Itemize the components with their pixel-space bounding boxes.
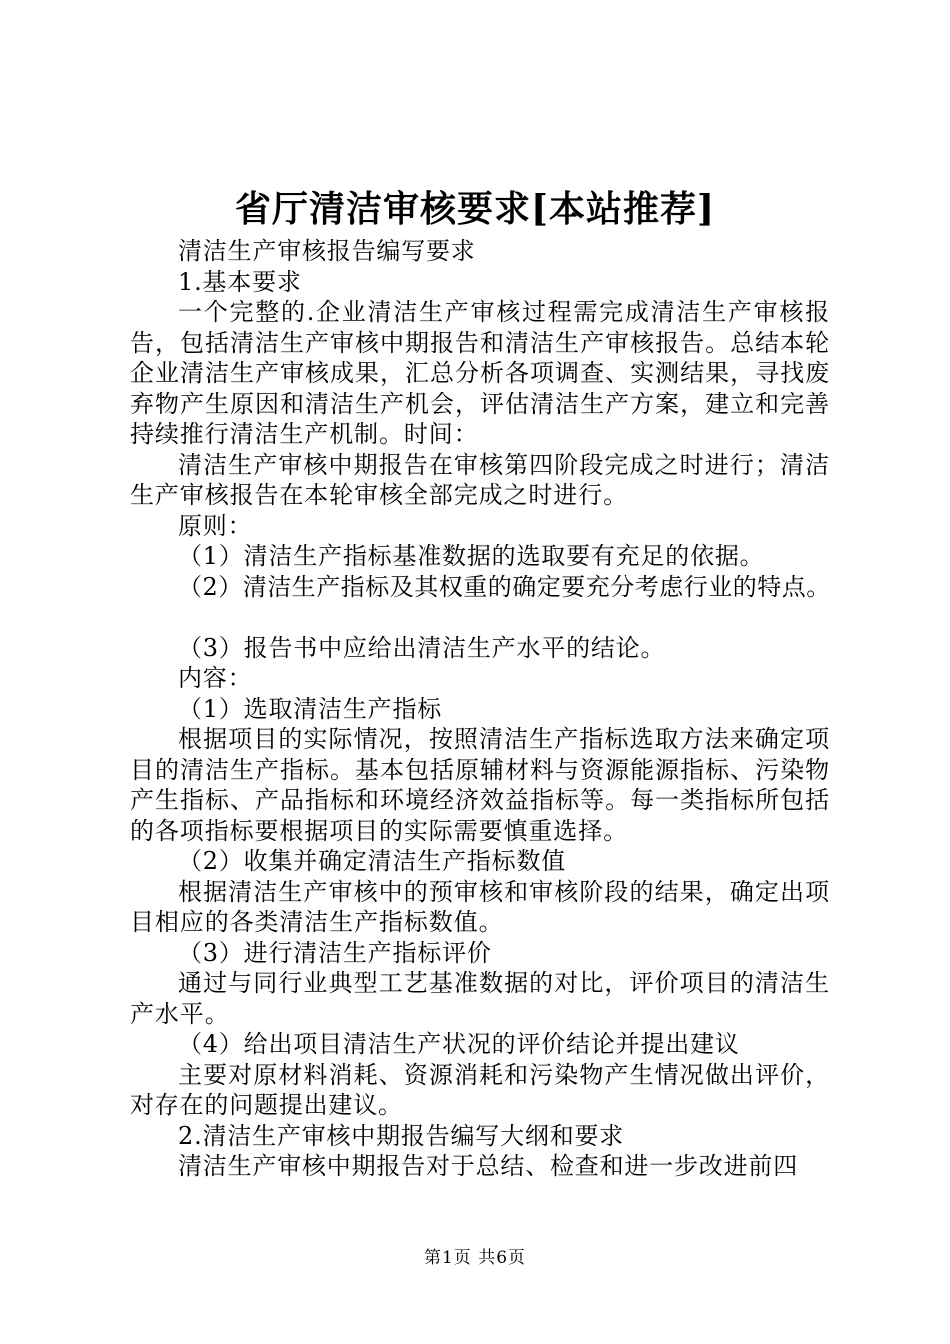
document-body bbox=[130, 236, 830, 1182]
document-title: 省厅清洁审核要求[本站推荐] bbox=[234, 188, 716, 230]
paragraph: 根据清洁生产审核中的预审核和审核阶段的结果，确定出项目相应的各类清洁生产指标数值。 bbox=[130, 877, 830, 936]
paragraph: （3）报告书中应给出清洁生产水平的结论。 bbox=[178, 633, 666, 662]
page-number: 第1页 共6页 bbox=[423, 1248, 527, 1268]
paragraph: 一个完整的.企业清洁生产审核过程需完成清洁生产审核报告，包括清洁生产审核中期报告和清洁生产审核报告。总结本轮企业清洁生产审核成果，汇总分析各项调查、实测结果，寻找废弃物产生原因和清洁生产机会，评估清洁生产方案，建立和完善持续推行清洁生产机制。时间： bbox=[130, 298, 830, 448]
paragraph: （2）收集并确定清洁生产指标数值 bbox=[178, 847, 567, 875]
paragraph: 原则： bbox=[178, 511, 253, 540]
paragraph: 1.基本要求 bbox=[178, 267, 302, 296]
paragraph: 通过与同行业典型工艺基准数据的对比，评价项目的清洁生产水平。 bbox=[130, 969, 830, 1028]
paragraph: （1）清洁生产指标基准数据的选取要有充足的依据。 bbox=[178, 542, 765, 570]
paragraph: 2.清洁生产审核中期报告编写大纲和要求 bbox=[178, 1121, 625, 1150]
paragraph: （4）给出项目清洁生产状况的评价结论并提出建议 bbox=[178, 1030, 740, 1058]
paragraph: 主要对原材料消耗、资源消耗和污染物产生情况做出评价，对存在的问题提出建议。 bbox=[130, 1060, 830, 1119]
paragraph: 内容： bbox=[178, 664, 253, 692]
paragraph: （2）清洁生产指标及其权重的确定要充分考虑行业的特点。 bbox=[178, 572, 831, 601]
paragraph: （1）选取清洁生产指标 bbox=[178, 694, 443, 723]
paragraph: 清洁生产审核中期报告对于总结、检查和进一步改进前四 bbox=[178, 1152, 798, 1180]
paragraph: 根据项目的实际情况，按照清洁生产指标选取方法来确定项目的清洁生产指标。基本包括原辅材料与资源能源指标、污染物产生指标、产品指标和环境经济效益指标等。每一类指标所包括的各项指标要根据项目的实际需要慎重选择。 bbox=[130, 725, 830, 845]
paragraph: 清洁生产审核中期报告在审核第四阶段完成之时进行；清洁生产审核报告在本轮审核全部完成之时进行。 bbox=[130, 450, 830, 509]
paragraph: 清洁生产审核报告编写要求 bbox=[178, 237, 476, 265]
paragraph: （3）进行清洁生产指标评价 bbox=[178, 938, 492, 967]
